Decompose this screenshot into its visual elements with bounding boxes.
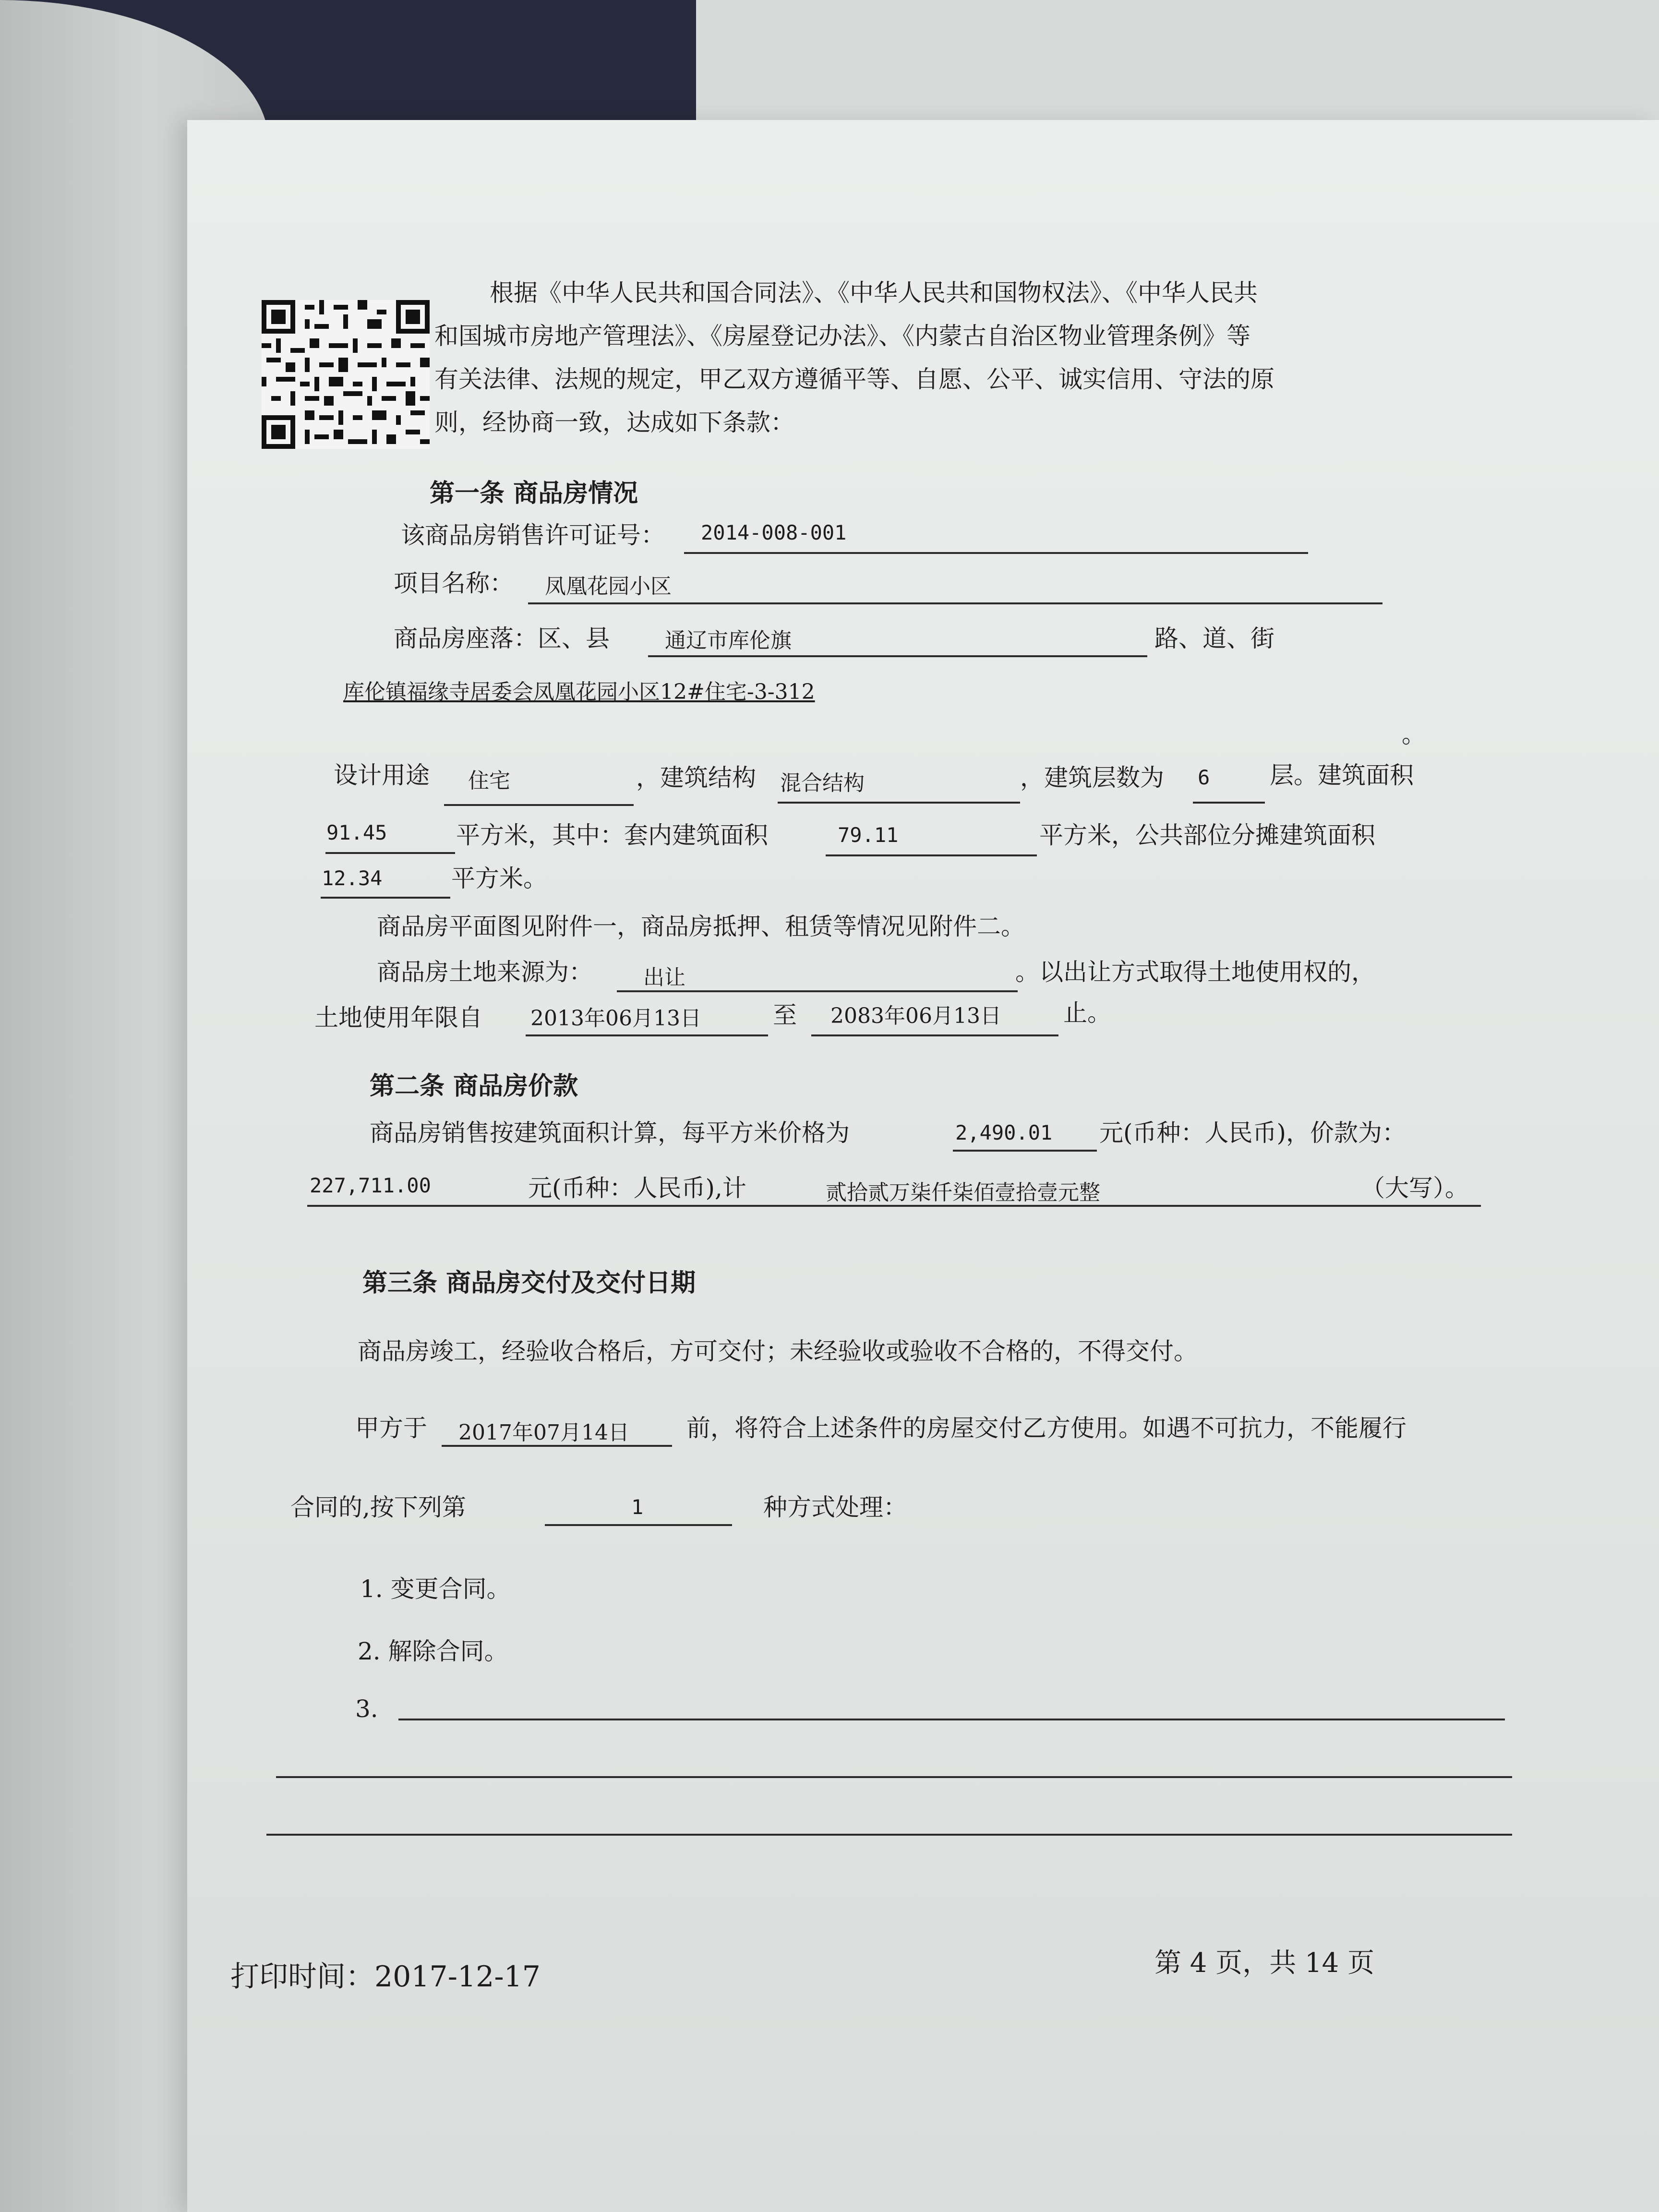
location-district-underline <box>648 655 1147 657</box>
deliver-suffix: 前，将符合上述条件的房屋交付乙方使用。如遇不可抗力，不能履行 <box>686 1414 1407 1442</box>
permit-underline <box>684 552 1308 554</box>
shared-underline <box>321 897 450 899</box>
method-value: 1 <box>631 1495 644 1519</box>
preamble-line-3: 有关法律、法规的规定，甲乙双方遵循平等、自愿、公平、诚实信用、守法的原 <box>434 365 1274 393</box>
location-period: 。 <box>1402 721 1426 748</box>
permit-label: 该商品房销售许可证号： <box>401 521 665 549</box>
total-suffix: （大写）。 <box>1361 1174 1469 1202</box>
area-underline <box>325 852 455 854</box>
floors-underline <box>1193 802 1265 804</box>
location-detail: 库伦镇福缘寺居委会凤凰花园小区12#住宅-3-312 <box>343 680 815 704</box>
inner-area-value: 79.11 <box>838 823 899 847</box>
shared-label: 平方米，公共部位分摊建筑面积 <box>1039 821 1375 849</box>
shared-suffix: 平方米。 <box>451 865 547 892</box>
permit-value: 2014-008-001 <box>701 521 847 544</box>
preamble-line-4: 则，经协商一致，达成如下条款： <box>434 409 794 436</box>
option-2: 2. 解除合同。 <box>358 1637 508 1665</box>
print-time: 打印时间：2017-12-17 <box>230 1960 541 1994</box>
floors-label: ，建筑层数为 <box>1020 764 1164 792</box>
location-district: 通辽市库伦旗 <box>665 628 792 653</box>
usage-underline <box>444 804 634 806</box>
floors-suffix: 层。建筑面积 <box>1270 761 1414 789</box>
page-info: 第 4 页，共 14 页 <box>1154 1948 1375 1979</box>
floors-value: 6 <box>1198 766 1210 789</box>
term-to: 至 <box>773 1001 797 1029</box>
land-underline <box>617 990 1018 992</box>
delivery-rule: 商品房竣工，经验收合格后，方可交付；未经验收或验收不合格的，不得交付。 <box>358 1337 1198 1365</box>
article-2-heading: 第二条 商品房价款 <box>370 1072 578 1101</box>
structure-label: ，建筑结构 <box>636 764 756 792</box>
article-1-heading: 第一条 商品房情况 <box>430 479 638 508</box>
deliver-date-underline <box>442 1445 672 1447</box>
land-value: 出让 <box>643 965 685 990</box>
article-3-heading: 第三条 商品房交付及交付日期 <box>362 1269 696 1298</box>
total-mid-text: 元(币种：人民币),计 <box>528 1174 746 1202</box>
area-mid-text: 平方米，其中：套内建筑面积 <box>456 821 768 849</box>
usage-value: 住宅 <box>468 769 510 793</box>
term-suffix: 止。 <box>1063 999 1111 1027</box>
term-start-underline <box>526 1034 768 1036</box>
land-label: 商品房土地来源为： <box>377 958 593 986</box>
price-underline <box>953 1150 1097 1152</box>
qr-code <box>262 300 430 449</box>
project-underline <box>528 602 1382 604</box>
deliver-date: 2017年07月14日 <box>458 1420 629 1445</box>
blank-line-2 <box>266 1834 1512 1836</box>
annex-text: 商品房平面图见附件一，商品房抵押、租赁等情况见附件二。 <box>377 913 1025 940</box>
option-3-underline <box>398 1719 1505 1720</box>
blank-line-1 <box>276 1776 1512 1778</box>
location-label: 商品房座落：区、县 <box>394 625 610 652</box>
term-end: 2083年06月13日 <box>830 1004 1001 1028</box>
deliver-label: 甲方于 <box>355 1414 427 1442</box>
method-suffix: 种方式处理： <box>763 1493 907 1521</box>
shared-value: 12.34 <box>322 866 383 890</box>
term-label: 土地使用年限自 <box>314 1004 482 1032</box>
inner-area-underline <box>826 854 1037 856</box>
price-value: 2,490.01 <box>955 1121 1053 1144</box>
structure-underline <box>778 802 1020 804</box>
preamble-line-1: 根据《中华人民共和国合同法》、《中华人民共和国物权法》、《中华人民共 <box>490 279 1258 307</box>
price-suffix: 元(币种：人民币)，价款为： <box>1099 1119 1407 1147</box>
option-3: 3. <box>355 1695 378 1723</box>
total-underline <box>307 1205 1481 1207</box>
method-label: 合同的,按下列第 <box>290 1493 466 1521</box>
usage-label: 设计用途 <box>334 761 430 789</box>
project-label: 项目名称： <box>394 569 514 597</box>
term-start: 2013年06月13日 <box>530 1006 701 1031</box>
method-underline <box>545 1524 732 1526</box>
location-suffix: 路、道、街 <box>1154 625 1274 652</box>
structure-value: 混合结构 <box>780 771 865 795</box>
project-value: 凤凰花园小区 <box>545 574 672 599</box>
area-value: 91.45 <box>326 821 387 844</box>
land-suffix: 。以出让方式取得土地使用权的， <box>1015 958 1375 986</box>
total-words: 贰拾贰万柒仟柒佰壹拾壹元整 <box>826 1180 1100 1205</box>
option-1: 1. 变更合同。 <box>360 1575 511 1603</box>
preamble-line-2: 和国城市房地产管理法》、《房屋登记办法》、《内蒙古自治区物业管理条例》等 <box>434 322 1250 350</box>
term-end-underline <box>811 1034 1058 1036</box>
total-value: 227,711.00 <box>310 1174 431 1197</box>
price-label: 商品房销售按建筑面积计算，每平方米价格为 <box>370 1119 850 1147</box>
